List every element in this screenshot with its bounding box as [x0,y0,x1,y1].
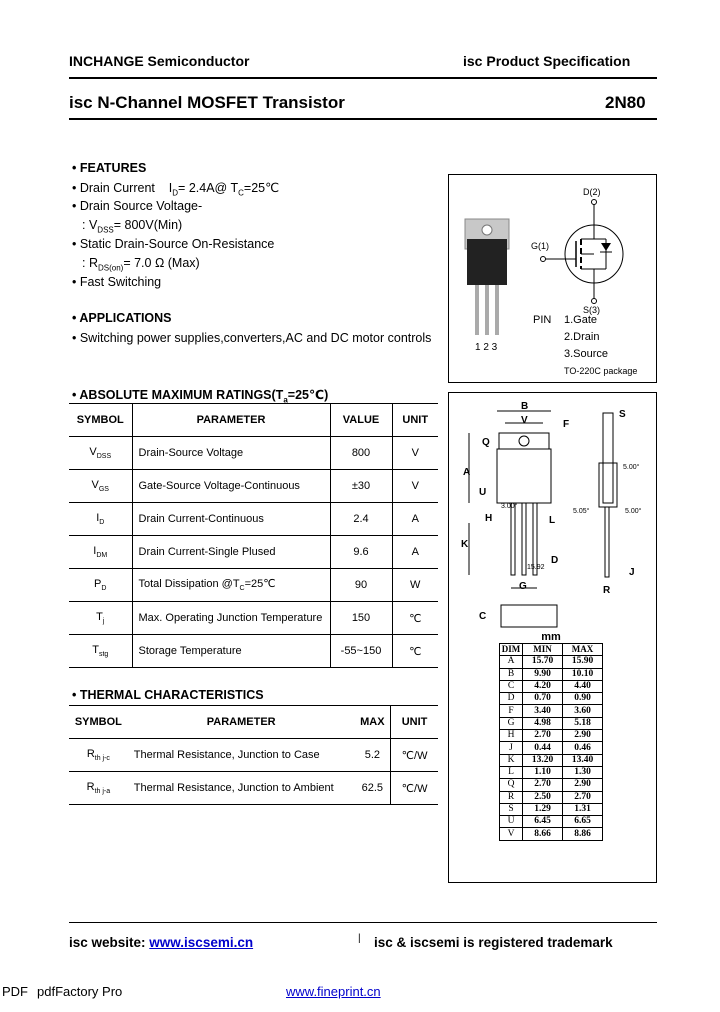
tab-hole [519,436,529,446]
table-row: C 4.20 4.40 [500,680,603,692]
feature-drain-current: • Drain Current $I_D=$ 2.4A@ $T_C=25℃$ [72,181,280,198]
spec-label: isc Product Specification [463,53,631,69]
table-row: J 0.44 0.46 [500,742,603,754]
side-lead [605,507,609,577]
bottom-view [501,605,557,627]
table-row: V 8.66 8.86 [500,828,603,840]
pin-label-source: S(3) [583,305,601,315]
table-row: H 2.70 2.90 [500,730,603,742]
footer-divider: | [358,933,361,944]
feature-dsv-value: : $V_{DSS}= 800V(Min)$ [82,218,183,235]
table-row: $I_{DM}$ Drain Current-Single Plused 9.6 A [69,536,438,569]
dims-unit: mm [541,631,561,643]
table-row: $R_{th j-a}$ Thermal Resistance, Junction to Ambient 62.5 ℃/W [69,772,438,805]
feature-rds-value: : $R_{DS(on)}= 7.0$ Ω (Max) [82,256,200,273]
features-heading: • FEATURES [72,161,147,175]
svg-text:U: U [479,487,487,498]
dims-header-row: DIM MIN MAX [500,644,603,656]
drain-terminal [592,200,597,205]
pin-label-drain: D(2) [583,187,601,197]
body-outline [497,449,551,503]
table-row: L 1.10 1.30 [500,766,603,778]
thermal-table [69,705,438,805]
abs-max-table [69,403,438,668]
transistor-body [467,239,507,285]
table-row: $R_{th j-c}$ Thermal Resistance, Junction to Case 5.2 ℃/W [69,739,438,772]
svg-text:R: R [603,585,611,596]
table-row: S 1.29 1.31 [500,803,603,815]
svg-text:5.00°: 5.00° [623,464,640,471]
pdf-factory-label: pdfFactory Pro [37,984,123,999]
table-row: U 6.45 6.65 [500,816,603,828]
pin-1: 1.Gate [564,314,598,326]
svg-text:15.92: 15.92 [527,564,545,571]
website-line: isc website: www.iscsemi.cn [69,935,254,950]
footer-rule [69,922,657,923]
svg-text:K: K [461,539,469,550]
mounting-hole [482,225,492,235]
document-title: isc N-Channel MOSFET Transistor [69,93,345,112]
svg-text:V: V [521,415,528,426]
table-row: $I_D$ Drain Current-Continuous 2.4 A [69,503,438,536]
title-rule [69,118,657,120]
front-lead-1 [511,503,515,575]
svg-text:H: H [485,513,493,524]
pin-3: 3.Source [564,348,609,360]
trademark-text: isc & iscsemi is registered trademark [374,935,613,950]
lead-1 [475,285,479,335]
side-tab [603,413,613,503]
gate-terminal [541,257,546,262]
abs-max-heading: • ABSOLUTE MAXIMUM $RATINGS(T_a=25℃)$ [72,388,329,405]
mechanical-drawing [449,393,656,643]
package-pinout-box [448,174,657,383]
feature-rds-label: • Static Drain-Source On-Resistance [72,237,275,251]
applications-text: • Switching power supplies,converters,AC and DC motor controls [72,331,432,345]
svg-text:C: C [479,611,487,622]
package-name: TO-220C package [564,366,638,376]
applications-heading: • APPLICATIONS [72,311,172,325]
svg-text:5.00°: 5.00° [625,508,642,515]
company-name: INCHANGE Semiconductor [69,53,250,69]
svg-text:G: G [519,581,527,592]
thermal-heading: • THERMAL CHARACTERISTICS [72,688,264,702]
table-row: Q 2.70 2.90 [500,779,603,791]
lead-3 [495,285,499,335]
table-row: $V_{DSS}$ Drain-Source Voltage 800 V [69,437,438,470]
svg-text:Q: Q [482,437,490,448]
svg-text:5.05°: 5.05° [573,508,590,515]
svg-text:A: A [463,467,471,478]
source-terminal [592,299,597,304]
abs-max-header-row: SYMBOL PARAMETER VALUE UNIT [69,404,438,437]
tab-outline [499,433,549,449]
feature-dsv-label: • Drain Source Voltage- [72,199,203,213]
pin-title: PIN [533,314,552,326]
table-row: $P_D$ Total Dissipation $@T_C=25℃$ 90 W [69,569,438,602]
svg-text:3.00°: 3.00° [501,503,518,510]
svg-text:S: S [619,409,626,420]
pin-label-gate: G(1) [531,241,549,251]
table-row: K 13.20 13.40 [500,754,603,766]
header-rule [69,77,657,79]
svg-text:D: D [551,555,559,566]
svg-text:F: F [563,419,570,430]
table-row: G 4.98 5.18 [500,717,603,729]
table-row: $T_{stg}$ Storage Temperature -55~150 ℃ [69,635,438,668]
feature-fast-switching: • Fast Switching [72,275,162,289]
fineprint-link[interactable]: www.fineprint.cn [286,984,381,999]
front-lead-2 [522,503,526,575]
thermal-header-row: SYMBOL PARAMETER MAX UNIT [69,706,438,739]
table-row: D 0.70 0.90 [500,693,603,705]
table-row: $T_j$ Max. Operating Junction Temperature 150 ℃ [69,602,438,635]
table-row: $V_{GS}$ Gate-Source Voltage-Continuous ±30 V [69,470,438,503]
svg-text:L: L [549,515,556,526]
svg-text:B: B [521,401,529,412]
part-number: 2N80 [605,93,646,112]
pin-2: 2.Drain [564,331,600,343]
website-link[interactable]: www.iscsemi.cn [149,935,254,950]
table-row: R 2.50 2.70 [500,791,603,803]
pdf-label: PDF [2,984,28,999]
table-row: A 15.70 15.90 [500,656,603,668]
lead-2 [485,285,489,335]
side-body [599,463,617,507]
svg-text:J: J [629,567,635,578]
table-row: B 9.90 10.10 [500,668,603,680]
table-row: F 3.40 3.60 [500,705,603,717]
pin-numbers: 1 2 3 [475,342,498,353]
dimensions-table [499,643,603,841]
transistor-image [449,175,656,382]
